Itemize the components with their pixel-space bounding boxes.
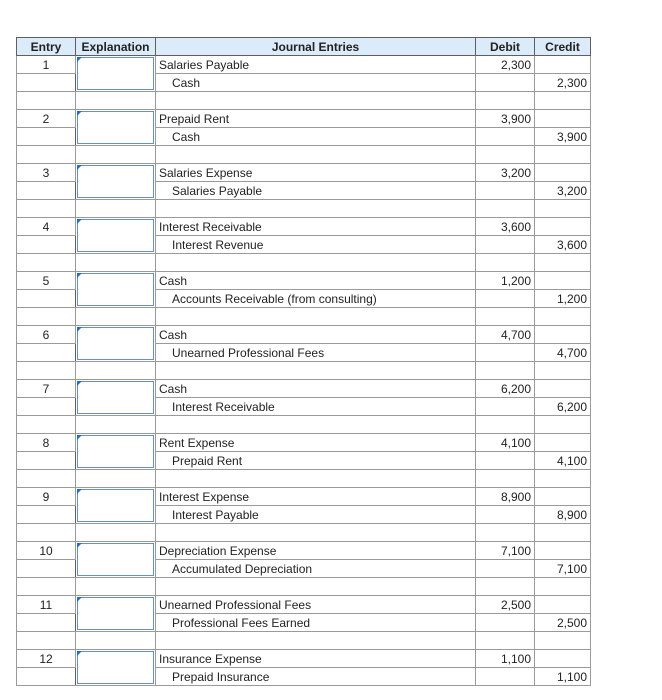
spacer-cell [76,308,156,326]
spacer-cell [535,308,591,326]
comment-flag-icon [77,489,82,494]
debit-amount-empty [476,182,535,200]
spacer-cell [535,146,591,164]
explanation-cell[interactable] [76,596,156,632]
explanation-cell[interactable] [76,218,156,254]
spacer-cell [476,200,535,218]
debit-amount-empty [476,398,535,416]
debit-account: Interest Receivable [156,218,476,236]
credit-amount: 1,200 [535,290,591,308]
debit-account: Salaries Payable [156,56,476,74]
spacer-row [17,470,591,488]
spacer-cell [535,632,591,650]
entry-debit-row [17,326,591,344]
spacer-row [17,524,591,542]
spacer-cell [17,308,76,326]
entry-debit-row [17,488,591,506]
spacer-cell [17,578,76,596]
credit-header: Credit [535,38,591,56]
explanation-cell[interactable] [76,488,156,524]
explanation-cell[interactable] [76,650,156,686]
debit-amount: 8,900 [476,488,535,506]
entry-number: 3 [17,164,76,182]
entry-debit-row [17,650,591,668]
explanation-input[interactable] [77,651,154,684]
entry-number-empty [17,668,76,686]
debit-amount-empty [476,452,535,470]
debit-amount: 4,700 [476,326,535,344]
spacer-cell [76,632,156,650]
spacer-cell [535,362,591,380]
debit-amount-empty [476,290,535,308]
entry-debit-row [17,596,591,614]
comment-flag-icon [77,651,82,656]
spacer-cell [76,146,156,164]
debit-amount: 2,300 [476,56,535,74]
debit-account: Interest Expense [156,488,476,506]
entry-debit-row [17,110,591,128]
entry-number: 5 [17,272,76,290]
explanation-input[interactable] [77,489,154,522]
entry-debit-row [17,56,591,74]
spacer-cell [17,92,76,110]
spacer-cell [476,146,535,164]
entry-number-empty [17,128,76,146]
spacer-cell [76,362,156,380]
spacer-cell [17,416,76,434]
credit-amount: 3,600 [535,236,591,254]
spacer-cell [156,578,476,596]
entry-number-empty [17,452,76,470]
credit-amount: 3,200 [535,182,591,200]
credit-amount: 2,300 [535,74,591,92]
spacer-row [17,254,591,272]
explanation-input[interactable] [77,165,154,198]
explanation-input[interactable] [77,111,154,144]
credit-amount-empty [535,272,591,290]
explanation-cell[interactable] [76,272,156,308]
debit-amount-empty [476,344,535,362]
entry-debit-row [17,164,591,182]
debit-amount: 6,200 [476,380,535,398]
entry-debit-row [17,272,591,290]
credit-amount: 3,900 [535,128,591,146]
comment-flag-icon [77,435,82,440]
explanation-cell[interactable] [76,164,156,200]
spacer-cell [17,200,76,218]
spacer-row [17,308,591,326]
comment-flag-icon [77,327,82,332]
credit-amount: 2,500 [535,614,591,632]
spacer-cell [476,92,535,110]
spacer-cell [156,416,476,434]
entry-number-empty [17,236,76,254]
spacer-cell [476,416,535,434]
spacer-cell [17,470,76,488]
entry-debit-row [17,542,591,560]
explanation-cell[interactable] [76,542,156,578]
explanation-input[interactable] [77,219,154,252]
debit-account: Unearned Professional Fees [156,596,476,614]
explanation-cell[interactable] [76,326,156,362]
spacer-cell [156,92,476,110]
entry-number-empty [17,344,76,362]
comment-flag-icon [77,57,82,62]
spacer-cell [535,416,591,434]
entry-number-empty [17,398,76,416]
spacer-cell [476,308,535,326]
credit-account: Interest Receivable [156,398,476,416]
spacer-row [17,362,591,380]
debit-amount-empty [476,506,535,524]
spacer-cell [535,254,591,272]
credit-account: Interest Payable [156,506,476,524]
debit-amount-empty [476,236,535,254]
explanation-input[interactable] [77,57,154,90]
entry-number: 6 [17,326,76,344]
spacer-cell [17,632,76,650]
debit-amount: 3,600 [476,218,535,236]
credit-account: Unearned Professional Fees [156,344,476,362]
journal-entries-table [16,37,591,686]
spacer-cell [156,470,476,488]
entry-number: 11 [17,596,76,614]
entry-debit-row [17,218,591,236]
entry-header: Entry [17,38,76,56]
debit-amount-empty [476,560,535,578]
explanation-header: Explanation [76,38,156,56]
credit-account: Interest Revenue [156,236,476,254]
spacer-cell [535,524,591,542]
comment-flag-icon [77,219,82,224]
spacer-cell [476,470,535,488]
spacer-cell [156,146,476,164]
credit-amount-empty [535,650,591,668]
spacer-cell [156,524,476,542]
explanation-cell[interactable] [76,56,156,92]
spacer-cell [76,578,156,596]
spacer-cell [76,416,156,434]
spacer-row [17,200,591,218]
explanation-input[interactable] [77,273,154,306]
spacer-cell [535,92,591,110]
entry-number-empty [17,506,76,524]
entry-number-empty [17,290,76,308]
spacer-cell [17,524,76,542]
entry-number-empty [17,74,76,92]
credit-account: Salaries Payable [156,182,476,200]
credit-amount-empty [535,56,591,74]
comment-flag-icon [77,273,82,278]
spacer-cell [476,524,535,542]
debit-account: Salaries Expense [156,164,476,182]
debit-amount-empty [476,128,535,146]
credit-amount-empty [535,488,591,506]
comment-flag-icon [77,543,82,548]
credit-amount-empty [535,164,591,182]
debit-account: Cash [156,326,476,344]
spacer-cell [17,146,76,164]
spacer-cell [476,632,535,650]
spacer-row [17,146,591,164]
spacer-cell [156,254,476,272]
spacer-cell [76,524,156,542]
spacer-cell [76,92,156,110]
debit-amount: 7,100 [476,542,535,560]
credit-amount-empty [535,380,591,398]
explanation-input[interactable] [77,543,154,576]
spacer-cell [17,254,76,272]
spacer-cell [535,470,591,488]
entry-number: 8 [17,434,76,452]
credit-amount-empty [535,434,591,452]
credit-account: Cash [156,74,476,92]
spacer-row [17,92,591,110]
comment-flag-icon [77,111,82,116]
spacer-cell [535,578,591,596]
debit-amount: 2,500 [476,596,535,614]
credit-amount-empty [535,218,591,236]
entry-number: 4 [17,218,76,236]
entry-debit-row [17,380,591,398]
spacer-cell [476,578,535,596]
entry-number-empty [17,560,76,578]
comment-flag-icon [77,165,82,170]
debit-account: Cash [156,380,476,398]
spacer-cell [156,632,476,650]
comment-flag-icon [77,381,82,386]
debit-account: Cash [156,272,476,290]
entry-number-empty [17,614,76,632]
explanation-input[interactable] [77,435,154,468]
entry-number: 2 [17,110,76,128]
journal-body [17,56,591,686]
header-row [17,38,591,56]
spacer-cell [76,254,156,272]
debit-amount-empty [476,614,535,632]
credit-amount-empty [535,542,591,560]
debit-amount: 1,200 [476,272,535,290]
debit-account: Rent Expense [156,434,476,452]
credit-account: Professional Fees Earned [156,614,476,632]
explanation-input[interactable] [77,381,154,414]
entry-number: 1 [17,56,76,74]
credit-amount: 7,100 [535,560,591,578]
spacer-cell [156,200,476,218]
explanation-input[interactable] [77,597,154,630]
credit-account: Accounts Receivable (from consulting) [156,290,476,308]
credit-amount-empty [535,326,591,344]
debit-amount: 1,100 [476,650,535,668]
debit-account: Insurance Expense [156,650,476,668]
credit-account: Cash [156,128,476,146]
journal-entries-header: Journal Entries [156,38,476,56]
comment-flag-icon [77,597,82,602]
debit-amount: 3,200 [476,164,535,182]
debit-account: Depreciation Expense [156,542,476,560]
credit-amount-empty [535,110,591,128]
entry-number: 12 [17,650,76,668]
debit-amount-empty [476,74,535,92]
credit-amount: 1,100 [535,668,591,686]
debit-header: Debit [476,38,535,56]
debit-account: Prepaid Rent [156,110,476,128]
explanation-cell[interactable] [76,110,156,146]
credit-amount: 6,200 [535,398,591,416]
debit-amount: 4,100 [476,434,535,452]
spacer-cell [17,362,76,380]
credit-amount: 8,900 [535,506,591,524]
explanation-cell[interactable] [76,380,156,416]
entry-debit-row [17,434,591,452]
entry-number: 7 [17,380,76,398]
spacer-cell [156,362,476,380]
credit-amount: 4,700 [535,344,591,362]
explanation-input[interactable] [77,327,154,360]
debit-amount-empty [476,668,535,686]
entry-number: 9 [17,488,76,506]
spacer-row [17,632,591,650]
credit-amount-empty [535,596,591,614]
entry-number: 10 [17,542,76,560]
explanation-cell[interactable] [76,434,156,470]
debit-amount: 3,900 [476,110,535,128]
spacer-cell [76,200,156,218]
credit-account: Accumulated Depreciation [156,560,476,578]
spacer-cell [535,200,591,218]
credit-account: Prepaid Insurance [156,668,476,686]
spacer-row [17,416,591,434]
spacer-cell [156,308,476,326]
spacer-cell [476,362,535,380]
credit-amount: 4,100 [535,452,591,470]
spacer-cell [76,470,156,488]
spacer-row [17,578,591,596]
spacer-cell [476,254,535,272]
entry-number-empty [17,182,76,200]
credit-account: Prepaid Rent [156,452,476,470]
